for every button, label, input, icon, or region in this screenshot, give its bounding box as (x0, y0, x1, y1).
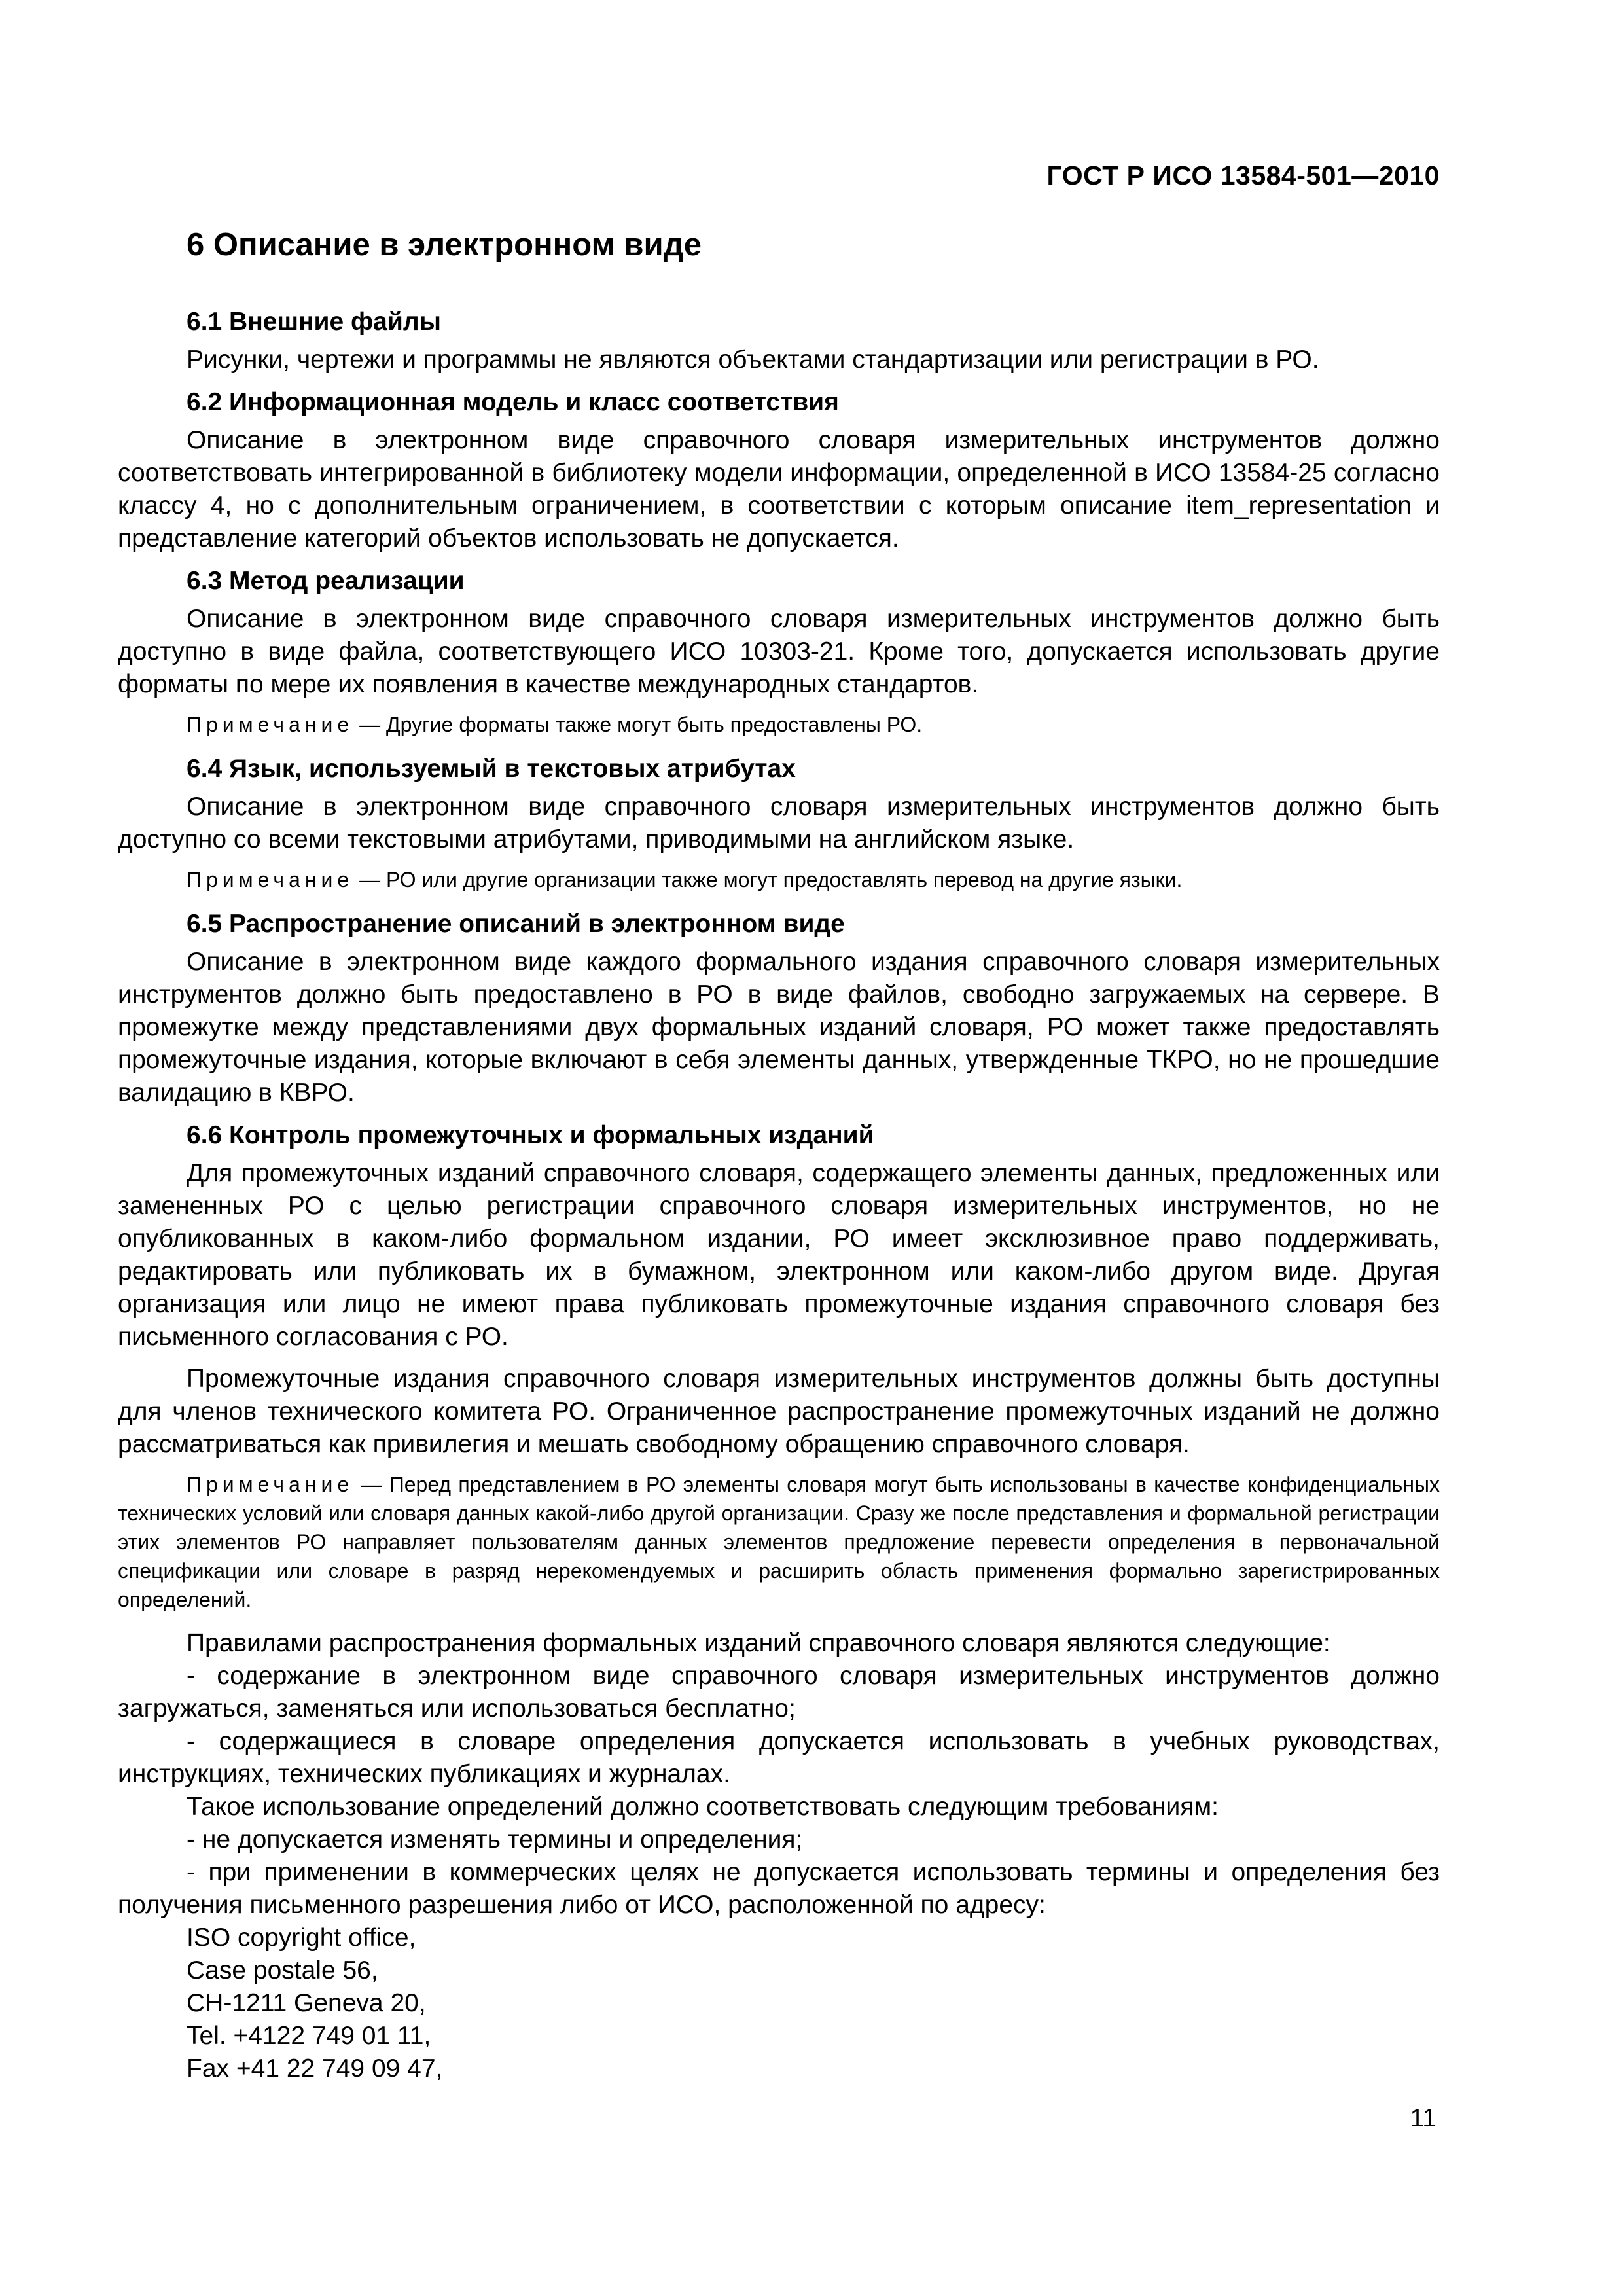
subsection-title: 6.5 Распространение описаний в электронном виде (187, 909, 845, 938)
subsection-6-3 (118, 564, 1440, 739)
subsection-title: 6.1 Внешние файлы (187, 307, 441, 336)
section-title: 6 Описание в электронном виде (187, 227, 702, 262)
note-text: — РО или другие организации также могут предоставлять перевод на другие языки. (353, 867, 1183, 891)
subsection-title: 6.6 Контроль промежуточных и формальных изданий (187, 1121, 874, 1149)
page-number: 11 (1410, 2104, 1436, 2132)
list-item: - содержание в электронном виде справочного словаря измерительных инструментов должно загружаться, заменяться или использоваться бесплатно; (118, 1661, 1440, 1723)
subsection-6-1 (118, 305, 1440, 376)
paragraph: Такое использование определений должно соответствовать следующим требованиям: (187, 1792, 1219, 1821)
paragraph: Промежуточные издания справочного словаря измерительных инструментов должны быть доступны для членов технического комитета РО. Ограниченное распространение промежуточных изданий не должно рассматриваться как привилегия и мешать свободному обращению справочного словаря. (118, 1364, 1440, 1458)
subsection-6-2 (118, 386, 1440, 555)
address-line: ISO copyright office, (187, 1923, 416, 1952)
subsection-6-6 (118, 1119, 1440, 2085)
paragraph: Описание в электронном виде справочного словаря измерительных инструментов должно соответствовать интегрированной в библиотеку модели информации, определенной в ИСО 13584-25 согласно классу 4, но с дополнительным ограничением, в соответствии с которым описание item_representation и представление категорий объектов использовать не допускается. (118, 425, 1440, 552)
note (118, 1470, 1440, 1614)
note-text: — Другие форматы также могут быть предоставлены РО. (353, 712, 923, 736)
list-item: - не допускается изменять термины и определения; (187, 1825, 803, 1854)
paragraph: Правилами распространения формальных изданий справочного словаря являются следующие: (187, 1628, 1330, 1657)
list-item: - при применении в коммерческих целях не допускается использовать термины и определения без получения письменного разрешения либо от ИСО, расположенной по адресу: (118, 1857, 1440, 1919)
note-label: Примечание (187, 1472, 354, 1496)
subsection-title: 6.2 Информационная модель и класс соответствия (187, 387, 839, 416)
paragraph: Описание в электронном виде справочного словаря измерительных инструментов должно быть доступно со всеми текстовыми атрибутами, приводимыми на английском языке. (118, 792, 1440, 853)
paragraph: Для промежуточных изданий справочного словаря, содержащего элементы данных, предложенных или замененных РО с целью регистрации справочного словаря измерительных инструментов, но не опубликованных в каком-либо формальном издании, РО имеет эксклюзивное право поддерживать, редактировать или публиковать их в бумажном, электронном или каком-либо другом виде. Другая организация или лицо не имеют права публиковать промежуточные издания справочного словаря без письменного согласования с РО. (118, 1158, 1440, 1351)
address-line: Fax +41 22 749 09 47, (187, 2054, 443, 2083)
note-label: Примечание (187, 867, 354, 891)
subsection-6-5 (118, 907, 1440, 1109)
note-text: — Перед представлением в РО элементы словаря могут быть использованы в качестве конфиденциальных технических условий или словаря данных какой-либо другой организации. Сразу же после представления и формальной регистрации этих элементов РО направляет пользователям данных элементов предложение перевести определения в первоначальной спецификации или словаре в разряд нерекомендуемых и расширить область применения формально зарегистрированных определений. (118, 1472, 1440, 1611)
subsection-6-4 (118, 752, 1440, 894)
address-block (118, 1922, 1440, 2085)
note (118, 710, 1440, 739)
list-item: - содержащиеся в словаре определения допускается использовать в учебных руководствах, инструкциях, технических публикациях и журналах. (118, 1727, 1440, 1788)
paragraph: Рисунки, чертежи и программы не являются объектами стандартизации или регистрации в РО. (187, 345, 1319, 374)
paragraph: Описание в электронном виде справочного словаря измерительных инструментов должно быть доступно в виде файла, соответствующего ИСО 10303-21. Кроме того, допускается использовать другие форматы по мере их появления в качестве международных стандартов. (118, 604, 1440, 698)
paragraph: Описание в электронном виде каждого формального издания справочного словаря измерительных инструментов должно быть предоставлено в РО в виде файлов, свободно загружаемых на сервере. В промежутке между представлениями двух формальных изданий словаря, РО может также предоставлять промежуточные издания, которые включают в себя элементы данных, утвержденные ТКРО, но не прошедшие валидацию в КВРО. (118, 947, 1440, 1107)
subsection-title: 6.4 Язык, используемый в текстовых атрибутах (187, 754, 796, 783)
page-content (118, 226, 1440, 2085)
note-label: Примечание (187, 712, 354, 736)
document-code-header: ГОСТ Р ИСО 13584-501—2010 (1046, 160, 1440, 190)
subsection-title: 6.3 Метод реализации (187, 566, 465, 595)
note (118, 865, 1440, 894)
address-line: CH-1211 Geneva 20, (187, 1988, 426, 2017)
address-line: Tel. +4122 749 01 11, (187, 2021, 431, 2050)
address-line: Case postale 56, (187, 1956, 378, 1984)
